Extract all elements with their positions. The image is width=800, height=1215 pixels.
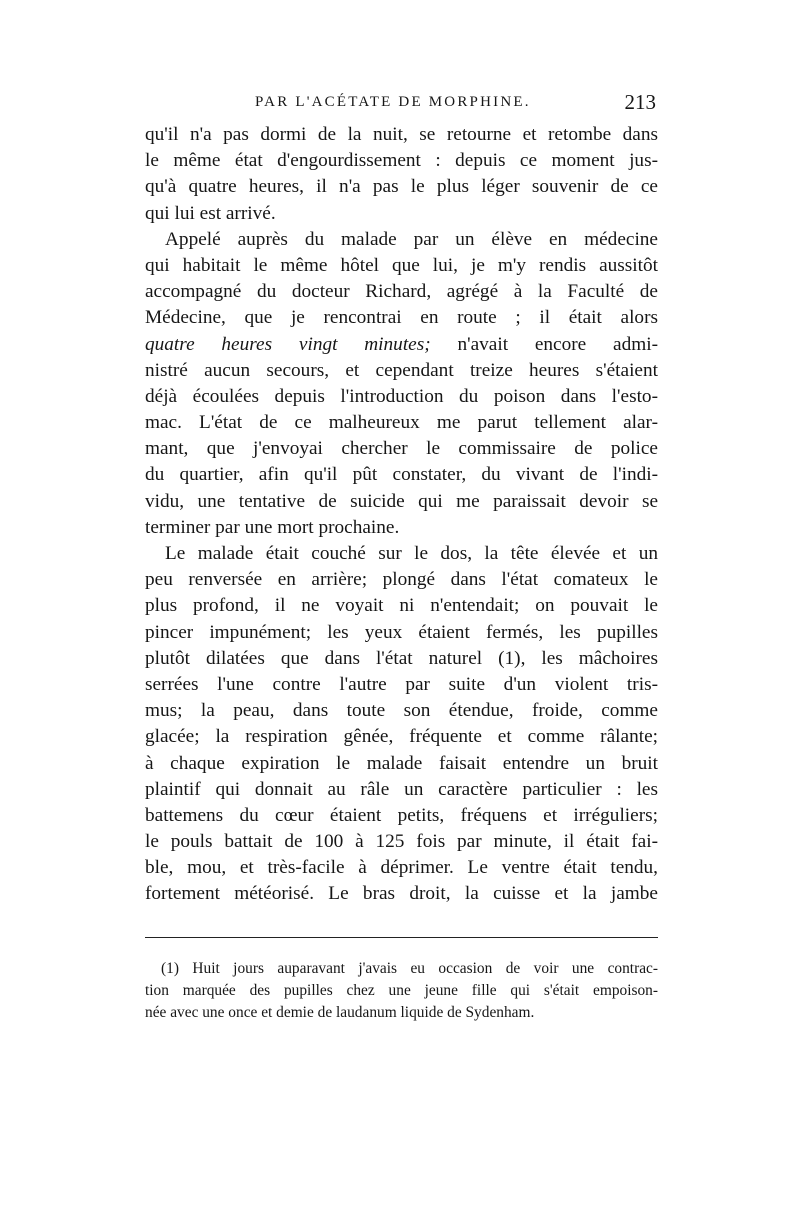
text-line: Médecine, que je rencontrai en route ; il était alors — [145, 307, 658, 329]
text-line: nistré aucun secours, et cependant treize heures s'étaient — [145, 359, 658, 381]
text-line: à chaque expiration le malade faisait entendre un bruit — [145, 752, 658, 774]
text-line — [145, 332, 658, 358]
text-line: plaintif qui donnait au râle un caractère particulier : les — [145, 778, 658, 800]
running-title: PAR L'ACÉTATE DE MORPHINE. — [255, 94, 531, 110]
footnote-rule — [145, 937, 658, 938]
text-line: pincer impunément; les yeux étaient fermés, les pupilles — [145, 621, 658, 643]
text-line: qui lui est arrivé. — [145, 202, 276, 224]
text-line: vidu, une tentative de suicide qui me paraissait devoir se — [145, 490, 658, 512]
text-line: plutôt dilatées que dans l'état naturel (1), les mâchoires — [145, 647, 658, 669]
text-line-rest: n'avait encore admi- — [457, 333, 658, 355]
text-line: qui habitait le même hôtel que lui, je m'y rendis aussitôt — [145, 254, 658, 276]
text-line: Le malade était couché sur le dos, la tête élevée et un — [165, 543, 658, 564]
text-line: fortement météorisé. Le bras droit, la cuisse et la jambe — [145, 883, 658, 905]
page-header — [145, 90, 658, 120]
text-line: plus profond, il ne voyait ni n'entendait; on pouvait le — [145, 595, 658, 617]
text-line: mant, que j'envoyai chercher le commissaire de police — [145, 438, 658, 460]
text-line: le même état d'engourdissement : depuis ce moment jus- — [145, 150, 658, 172]
footnote — [145, 958, 658, 1024]
footnote-line: tion marquée des pupilles chez une jeune fille qui s'était empoison- — [145, 982, 658, 999]
footnote-line: née avec une once et demie de laudanum liquide de Sydenham. — [145, 1004, 535, 1021]
text-line: glacée; la respiration gênée, fréquente et comme râlante; — [145, 726, 658, 748]
text-line: ble, mou, et très-facile à déprimer. Le ventre était tendu, — [145, 857, 658, 879]
text-line: du quartier, afin qu'il pût constater, du vivant de l'indi- — [145, 464, 658, 486]
text-line: mus; la peau, dans toute son étendue, froide, comme — [145, 700, 658, 722]
page-number: 213 — [624, 90, 656, 114]
text-line: Appelé auprès du malade par un élève en médecine — [165, 228, 658, 250]
italic-time: quatre heures vingt minutes; — [145, 333, 431, 355]
footnote-line: (1) Huit jours auparavant j'avais eu occasion de voir une contrac- — [161, 960, 658, 977]
text-line: qu'à quatre heures, il n'a pas le plus léger souvenir de ce — [145, 176, 658, 198]
text-line: qu'il n'a pas dormi de la nuit, se retourne et retombe dans — [145, 124, 658, 145]
text-line: le pouls battait de 100 à 125 fois par minute, il était fai- — [145, 831, 658, 853]
text-line: serrées l'une contre l'autre par suite d'un violent tris- — [145, 673, 658, 695]
text-line: déjà écoulées depuis l'introduction du poison dans l'esto- — [145, 385, 658, 407]
text-line: mac. L'état de ce malheureux me parut tellement alar- — [145, 412, 658, 434]
text-line: terminer par une mort prochaine. — [145, 516, 400, 538]
text-line: battemens du cœur étaient petits, fréquens et irréguliers; — [145, 804, 658, 826]
text-line: accompagné du docteur Richard, agrégé à la Faculté de — [145, 281, 658, 303]
body-text — [145, 122, 658, 908]
text-line: peu renversée en arrière; plongé dans l'état comateux le — [145, 569, 658, 591]
